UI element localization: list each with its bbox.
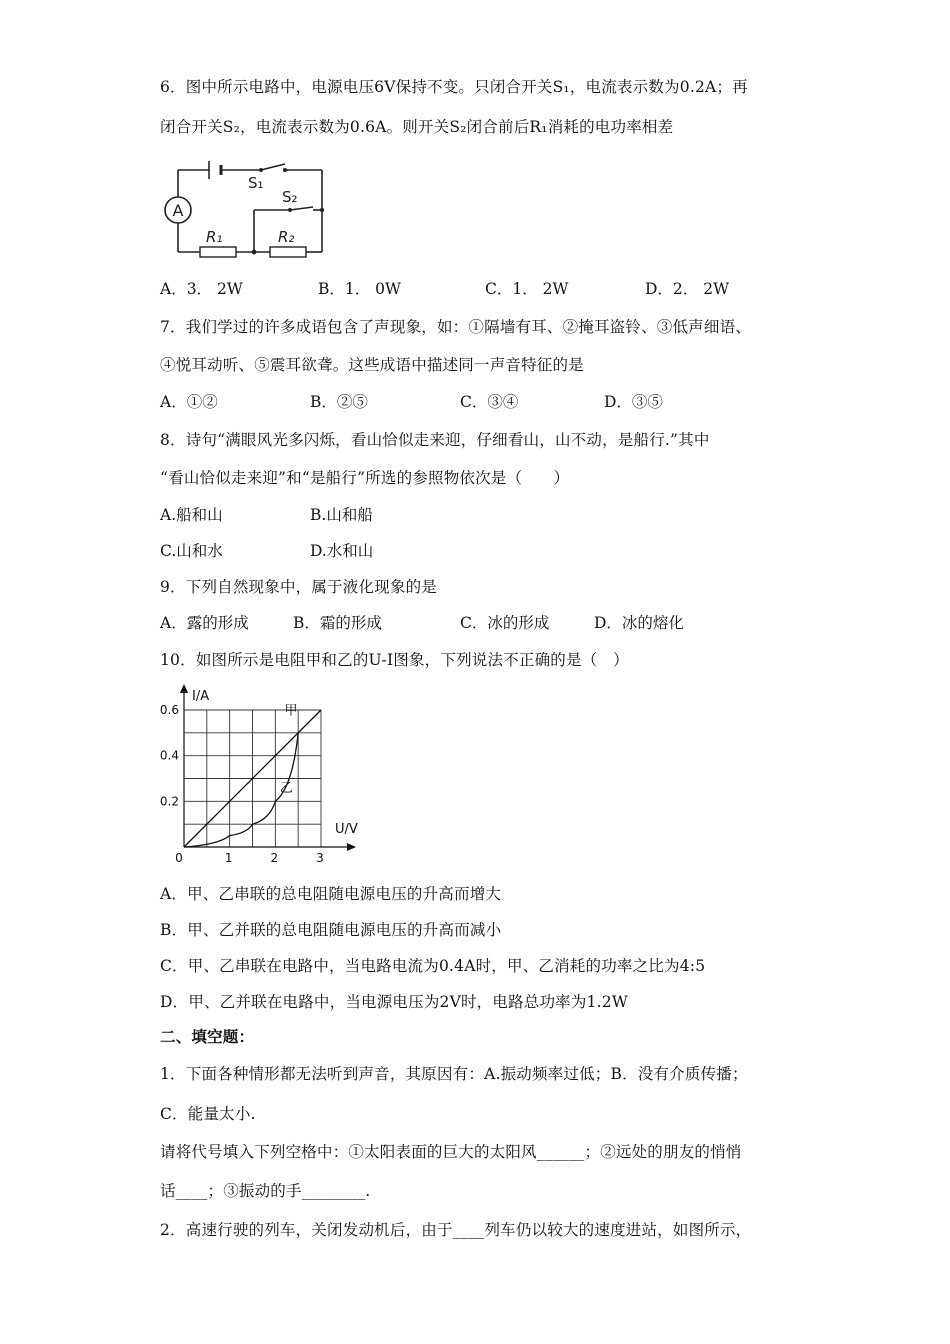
q8-line2: “看山恰似走来迎”和“是船行”所选的参照物依次是（ ） xyxy=(160,469,570,487)
q6-option-b: B．1． 0W xyxy=(318,280,401,298)
q9-option-d: D．冰的熔化 xyxy=(594,614,684,632)
q9-option-c: C．冰的形成 xyxy=(460,614,550,632)
q7-line1: 7．我们学过的许多成语包含了声现象，如：①隔墙有耳、②掩耳盗铃、③低声细语、 xyxy=(160,318,751,336)
q8-option-c: C.山和水 xyxy=(160,542,223,560)
q8-option-a: A.船和山 xyxy=(160,506,223,524)
section2-title: 二、填空题： xyxy=(160,1027,255,1046)
x-tick-label: 1 xyxy=(224,851,233,865)
series-jia-label: 甲 xyxy=(284,703,298,719)
y-axis-arrow xyxy=(180,684,188,693)
x-tick-label: 3 xyxy=(316,851,324,865)
ammeter-label: A xyxy=(172,201,184,220)
q10-option-b: B．甲、乙并联的总电阻随电源电压的升高而减小 xyxy=(160,921,502,939)
fill-q1-line1: 1．下面各种情形都无法听到声音，其原因有：A.振动频率过低；B．没有介质传播； xyxy=(160,1065,748,1083)
ammeter-symbol xyxy=(165,197,191,223)
q7-option-d: D．③⑤ xyxy=(604,393,663,411)
q6-option-c: C．1． 2W xyxy=(485,280,569,298)
s2-label: S₂ xyxy=(282,188,298,206)
q10-option-d: D．甲、乙并联在电路中，当电源电压为2V时，电路总功率为1.2W xyxy=(160,993,628,1011)
y-tick-label: 0.2 xyxy=(159,794,179,809)
q8-line1: 8．诗句“满眼风光多闪烁，看山恰似走来迎，仔细看山，山不动，是船行.”其中 xyxy=(160,431,710,449)
q10-option-a: A．甲、乙串联的总电阻随电源电压的升高而增大 xyxy=(160,885,502,903)
series-yi-label: 乙 xyxy=(279,781,293,797)
q7-option-c: C．③④ xyxy=(460,393,519,411)
x-tick-label: 2 xyxy=(270,851,279,865)
r1-label: R₁ xyxy=(206,228,223,246)
y-tick-label: 0.6 xyxy=(159,703,179,717)
r2-label: R₂ xyxy=(278,228,295,246)
fill-q2-line1: 2．高速行驶的列车，关闭发动机后，由于____列车仍以较大的速度进站，如图所示， xyxy=(160,1221,752,1239)
x-axis-arrow xyxy=(347,843,356,851)
q9-option-b: B．霜的形成 xyxy=(293,614,382,632)
q7-line2: ④悦耳动听、⑤震耳欲聋。这些成语中描述同一声音特征的是 xyxy=(160,356,584,374)
q7-option-a: A．①② xyxy=(160,393,218,411)
resistor-r1 xyxy=(200,247,236,257)
q10-option-c: C．甲、乙串联在电路中，当电路电流为0.4A时，甲、乙消耗的功率之比为4:5 xyxy=(160,957,706,975)
y-tick-label: 0.4 xyxy=(159,748,179,763)
q6-line2: 闭合开关S₂，电流表示数为0.6A。则开关S₂闭合前后R₁消耗的电功率相差 xyxy=(160,118,674,136)
q10-line1: 10．如图所示是电阻甲和乙的U-I图象，下列说法不正确的是（ ） xyxy=(160,651,629,669)
fill-q1-line3: 请将代号填入下列空格中：①太阳表面的巨大的太阳风______；②远处的朋友的悄悄 xyxy=(160,1143,742,1161)
fill-q1-line2: C．能量太小. xyxy=(160,1105,256,1123)
fill-q1-line4: 话____；③振动的手________. xyxy=(160,1182,371,1200)
circuit-diagram xyxy=(160,155,340,265)
y-axis-label: I/A xyxy=(192,689,210,704)
battery-symbol xyxy=(209,161,221,179)
q6-line1: 6．图中所示电路中，电源电压6V保持不变。只闭合开关S₁，电流表示数为0.2A；再 xyxy=(160,78,748,96)
q9-line1: 9．下列自然现象中，属于液化现象的是 xyxy=(160,578,437,596)
ui-graph xyxy=(155,682,365,867)
resistor-r2 xyxy=(270,247,306,257)
q7-option-b: B．②⑤ xyxy=(310,393,368,411)
x-tick-label: 0 xyxy=(175,851,183,865)
q6-option-a: A．3． 2W xyxy=(160,280,243,298)
q8-option-b: B.山和船 xyxy=(310,506,373,524)
q9-option-a: A．露的形成 xyxy=(160,614,249,632)
q8-option-d: D.水和山 xyxy=(310,542,374,560)
x-axis-label: U/V xyxy=(335,822,358,837)
s1-label: S₁ xyxy=(248,174,264,192)
q6-option-d: D．2． 2W xyxy=(645,280,730,298)
